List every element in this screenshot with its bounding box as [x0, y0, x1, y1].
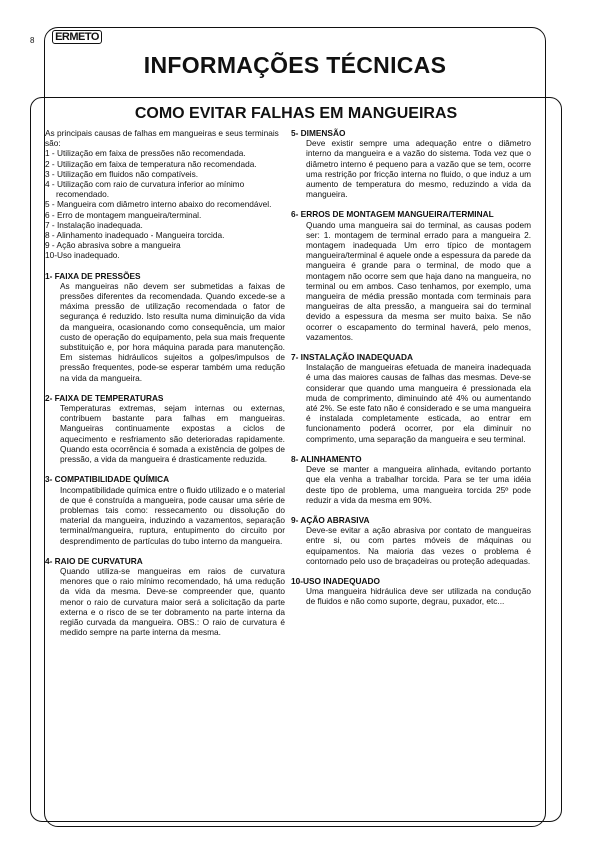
section-heading: 1- FAIXA DE PRESSÕES: [45, 270, 141, 281]
left-column: [45, 128, 285, 637]
cause-item: 7 - Instalação inadequada.: [45, 219, 143, 230]
section-body: Incompatibilidade química entre o fluido utilizado e o material de que é construída a mangueira, pode causar uma série de problemas tais como: ressecamento ou dissolução do material da mangueira, induzindo a vazamentos, separação terminal/mangueira, ruptura, entupimento do circuito por desprendimento de partículas do tubo interno da mangueira.: [60, 484, 285, 546]
section-heading: 8- ALINHAMENTO: [291, 453, 362, 464]
page-title: INFORMAÇÕES TÉCNICAS: [143, 52, 447, 78]
cause-item: 5 - Mangueira com diâmetro interno abaixo do recomendável.: [45, 199, 272, 210]
section-body: Deve existir sempre uma adequação entre o diâmetro interno da mangueira e a vazão do sistema. Toda vez que o diâmetro interno é pequeno para a vazão que se tem, ocorre uma restrição por fricção interna no fluido, o que induz a um aumento de temperatura do mesmo, reduzindo a vida da mangueira.: [306, 138, 531, 200]
section-heading: 4- RAIO DE CURVATURA: [45, 555, 143, 566]
cause-item: 6 - Erro de montagem mangueira/terminal.: [45, 209, 202, 220]
cause-item: 4 - Utilização com raio de curvatura inferior ao mínimo recomendado.: [45, 179, 245, 200]
intro-text: As principais causas de falhas em mangueiras e seus terminais são:: [45, 128, 279, 149]
section-body: Uma mangueira hidráulica deve ser utilizada na condução de fluidos e não como suporte, degrau, puxador, etc...: [306, 586, 531, 607]
section-heading: 2- FAIXA DE TEMPERATURAS: [45, 392, 164, 403]
cause-item: 3 - Utilização em fluidos não compatíveis.: [45, 168, 199, 179]
section-heading: 10-USO INADEQUADO: [291, 575, 380, 586]
cause-item: 9 - Ação abrasiva sobre a mangueira: [45, 240, 181, 251]
section-body: Instalação de mangueiras efetuada de maneira inadequada é uma das maiores causas de falhas das mesmas. Deve-se considerar que quando uma mangueira é pressionada ela muda de comprimento, diminuindo até 4% ou aumentando até 2%. Se este fato não é considerado e se uma mangueira é instalada completamente esticada, ao entrar em funcionamento poderá ocorrer, por ela diminuir no comprimento, uma separação da mangueira e seu terminal.: [306, 362, 531, 444]
section-body: Deve-se evitar a ação abrasiva por contato de mangueiras entre si, ou com partes móveis de máquinas ou equipamentos. Na maioria das vezes o problema é contornado pelo uso de braçadeiras ou proteção adequadas.: [306, 525, 531, 566]
section-heading: 5- DIMENSÃO: [291, 128, 346, 138]
cause-item: 2 - Utilização em faixa de temperatura não recomendada.: [45, 158, 257, 169]
section-body: Quando uma mangueira sai do terminal, as causas podem ser: 1. montagem de terminal errado para a mangueira 2. montagem inadequada Um erro típico de montagem mangueira/terminal é aquele onde a espessura da parede da mangueira é grande para o terminal, de modo que a montagem não ocorre sem que haja dano na mangueira, no terminal ou em ambos. Caso tenhamos, por exemplo, uma mangueira de média pressão montada com terminais para mangueiras de alta pressão, a mangueira sai do terminal devido a espessura da mesma ser muito baixa. Se não ocorrer o escapamento do terminal haverá, pelo menos, vazamentos.: [306, 219, 531, 342]
cause-item: 8 - Alinhamento inadequado - Mangueira torcida.: [45, 230, 225, 241]
section-title: COMO EVITAR FALHAS EM MANGUEIRAS: [134, 105, 458, 122]
section-heading: 6- ERROS DE MONTAGEM MANGUEIRA/TERMINAL: [291, 209, 494, 220]
section-body: Quando utiliza-se mangueiras em raios de curvatura menores que o raio mínimo recomendado, há uma redução da vida da mesma. Deve-se compreender que, quanto menor o raio de curvatura maior será a solicitação da parte externa e o risco de se ter dobramento na parte interna da região curvada da mangueira. OBS.: O raio de curvatura é medido sempre na parte interna da mesma.: [60, 565, 285, 638]
cause-item: 10-Uso inadequado.: [45, 250, 120, 261]
page-number: 8: [30, 36, 35, 45]
cause-item: 1 - Utilização em faixa de pressões não recomendada.: [45, 148, 246, 159]
section-body: As mangueiras não devem ser submetidas a faixas de pressões diferentes da recomendada. Quando excede-se a máxima pressão de utilização recomendada o fator de segurança é reduzido. Isto resulta numa diminuição da vida da mangueira, ocasionando como consequência, um maior custo de operação do equipamento, pela sua mais frequente substituição e, por hora máquina parada para manutenção. Em sistemas hidráulicos sujeitos a golpes/impulsos de pressão frequentes, pode-se esperar também uma redução na vida da mangueira.: [60, 280, 285, 383]
section-heading: 3- COMPATIBILIDADE QUÍMICA: [45, 474, 170, 485]
section-heading: 7- INSTALAÇÃO INADEQUADA: [291, 352, 413, 363]
ermeto-logo: ERMETO: [52, 30, 102, 44]
right-column: [291, 128, 531, 607]
section-heading: 9- AÇÃO ABRASIVA: [291, 514, 370, 525]
section-body: Deve se manter a mangueira alinhada, evitando portanto que ela venha a trabalhar torcida. Para se ter uma idéia deste tipo de problema, uma mangueira torcida 25º pode reduzir a vida da mesma em 90%.: [306, 464, 531, 505]
section-body: Temperaturas extremas, sejam internas ou externas, contribuem bastante para falhas em mangueiras. Mangueiras continuamente expostas a ciclos de aquecimento e resfriamento são deterioradas rapidamente. Quando esta ocorrência é somada a existência de golpes de pressão, a vida da mangueira é drasticamente reduzida.: [60, 403, 285, 465]
